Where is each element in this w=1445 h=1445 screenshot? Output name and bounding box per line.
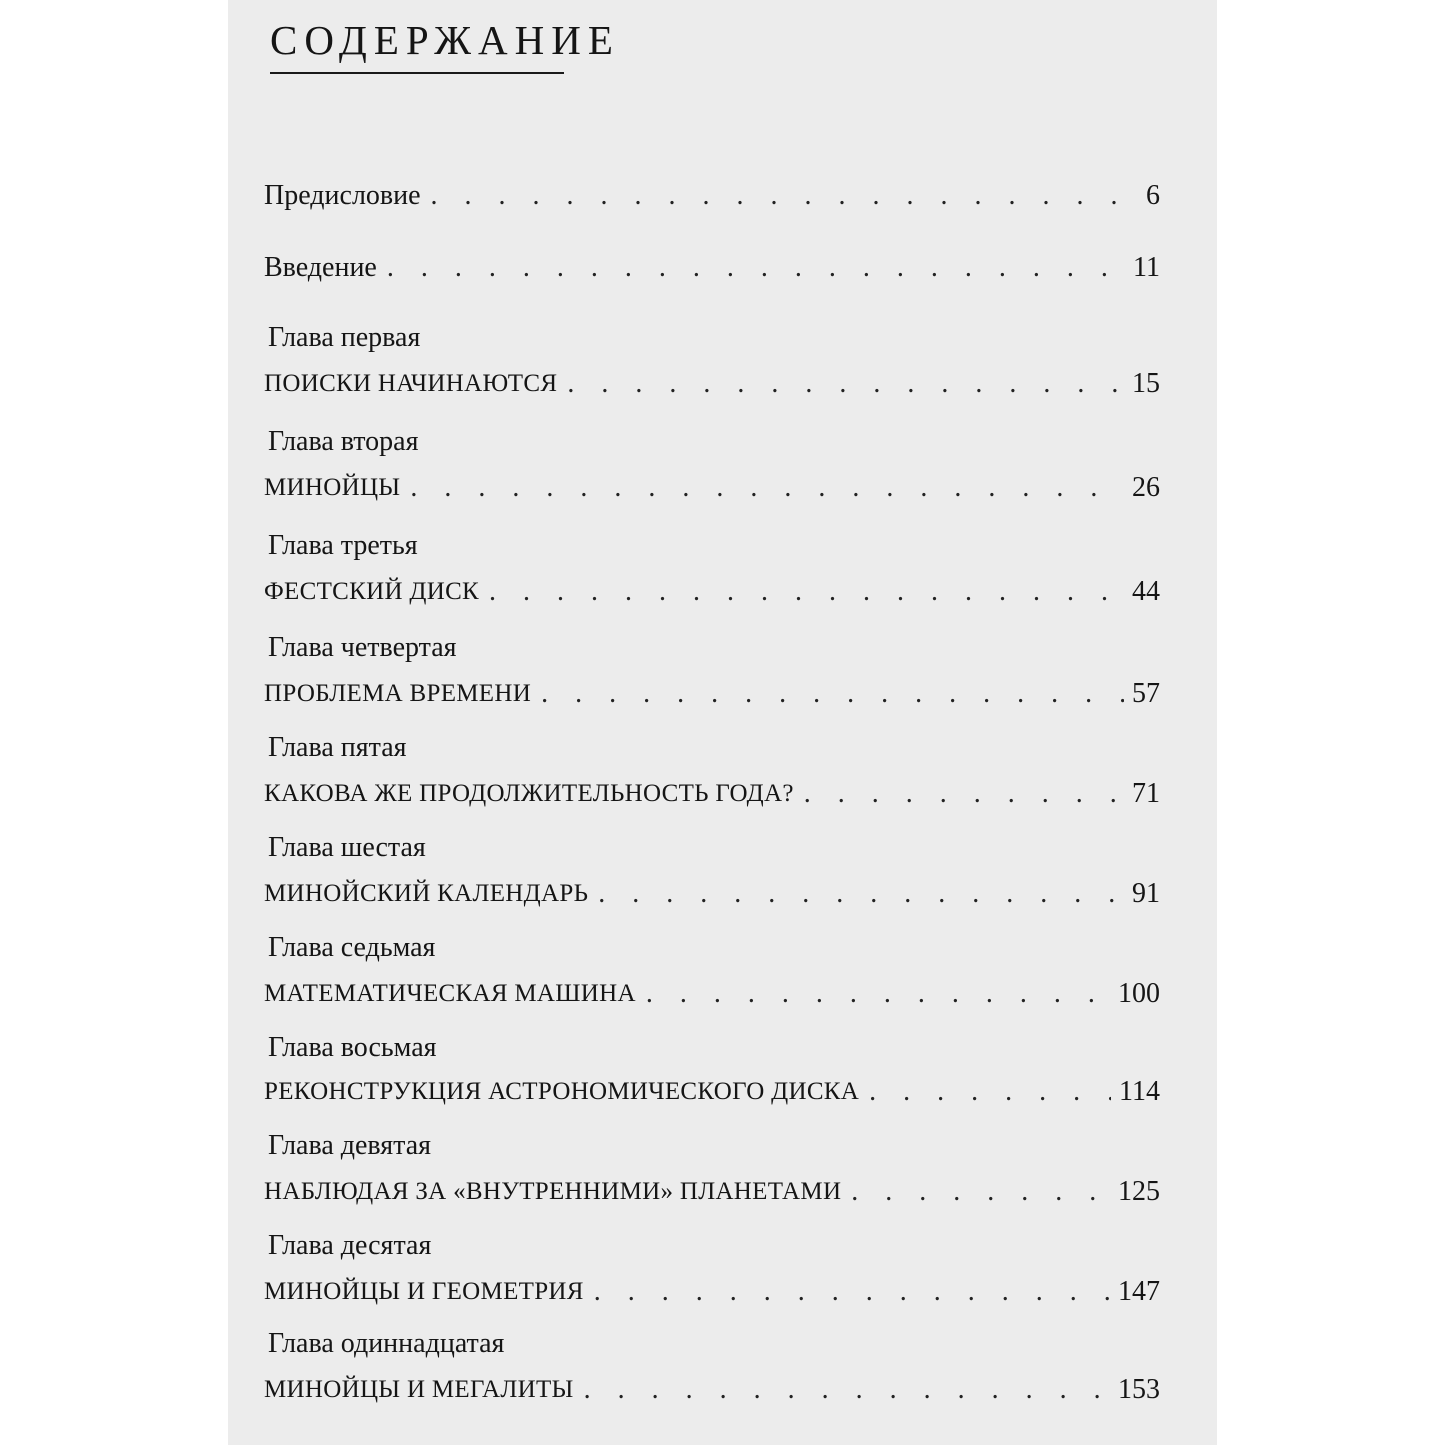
page-number: 71 [1132, 778, 1160, 809]
heading-rule [270, 72, 564, 74]
dot-leader [489, 574, 1124, 610]
dot-leader [584, 1372, 1110, 1408]
page-number: 147 [1118, 1276, 1160, 1307]
chapter-label: Глава седьмая [268, 932, 436, 963]
entry-title: КАКОВА ЖЕ ПРОДОЛЖИТЕЛЬНОСТЬ ГОДА? [264, 780, 794, 807]
entry-title: МИНОЙСКИЙ КАЛЕНДАРЬ [264, 880, 589, 907]
toc-entry-chapter-4[interactable] [264, 676, 1160, 712]
dot-leader [598, 876, 1124, 912]
dot-leader [410, 470, 1124, 506]
toc-entry-chapter-3[interactable] [264, 574, 1160, 610]
chapter-label: Глава восьмая [268, 1032, 437, 1063]
toc-heading: СОДЕРЖАНИЕ [270, 17, 620, 63]
toc-entry-chapter-11[interactable] [264, 1372, 1160, 1408]
dot-leader [387, 250, 1125, 286]
toc-entry-introduction[interactable] [264, 250, 1160, 286]
entry-title: МИНОЙЦЫ И МЕГАЛИТЫ [264, 1376, 574, 1403]
page-number: 57 [1132, 678, 1160, 709]
chapter-label: Глава девятая [268, 1130, 432, 1161]
page-number: 114 [1119, 1076, 1160, 1107]
entry-title: МАТЕМАТИЧЕСКАЯ МАШИНА [264, 980, 636, 1007]
page-number: 15 [1132, 368, 1160, 399]
chapter-label: Глава шестая [268, 832, 426, 863]
entry-title: ФЕСТСКИЙ ДИСК [264, 578, 480, 605]
dot-leader [431, 178, 1138, 214]
toc-entry-chapter-1[interactable] [264, 366, 1160, 402]
toc-entry-chapter-6[interactable] [264, 876, 1160, 912]
entry-title: МИНОЙЦЫ [264, 474, 401, 501]
page-number: 125 [1118, 1176, 1160, 1207]
page-number: 11 [1133, 252, 1160, 283]
toc-entry-chapter-2[interactable] [264, 470, 1160, 506]
entry-title: Введение [264, 252, 377, 283]
page-number: 44 [1132, 576, 1160, 607]
dot-leader [594, 1274, 1110, 1310]
page-number: 26 [1132, 472, 1160, 503]
chapter-label: Глава вторая [268, 426, 419, 457]
entry-title: ПРОБЛЕМА ВРЕМЕНИ [264, 680, 532, 707]
chapter-label: Глава десятая [268, 1230, 432, 1261]
dot-leader [869, 1074, 1111, 1110]
page-number: 153 [1118, 1374, 1160, 1405]
toc-entry-chapter-7[interactable] [264, 976, 1160, 1012]
dot-leader [804, 776, 1124, 812]
page-number: 6 [1146, 180, 1160, 211]
toc-entry-chapter-5[interactable] [264, 776, 1160, 812]
entry-title: РЕКОНСТРУКЦИЯ АСТРОНОМИЧЕСКОГО ДИСКА [264, 1078, 860, 1105]
page-number: 91 [1132, 878, 1160, 909]
toc-entry-chapter-8[interactable] [264, 1074, 1160, 1110]
chapter-label: Глава пятая [268, 732, 407, 763]
entry-title: ПОИСКИ НАЧИНАЮТСЯ [264, 370, 558, 397]
dot-leader [541, 676, 1124, 712]
dot-leader [567, 366, 1124, 402]
chapter-label: Глава третья [268, 530, 418, 561]
dot-leader [646, 976, 1110, 1012]
chapter-label: Глава одиннадцатая [268, 1328, 505, 1359]
toc-entry-chapter-9[interactable] [264, 1174, 1160, 1210]
chapter-label: Глава четвертая [268, 632, 457, 663]
toc-entry-preface[interactable] [264, 178, 1160, 214]
chapter-label: Глава первая [268, 322, 421, 353]
dot-leader [851, 1174, 1110, 1210]
toc-entry-chapter-10[interactable] [264, 1274, 1160, 1310]
entry-title: МИНОЙЦЫ И ГЕОМЕТРИЯ [264, 1278, 584, 1305]
page-number: 100 [1118, 978, 1160, 1009]
book-page [228, 0, 1217, 1445]
entry-title: НАБЛЮДАЯ ЗА «ВНУТРЕННИМИ» ПЛАНЕТАМИ [264, 1178, 842, 1205]
entry-title: Предисловие [264, 180, 421, 211]
